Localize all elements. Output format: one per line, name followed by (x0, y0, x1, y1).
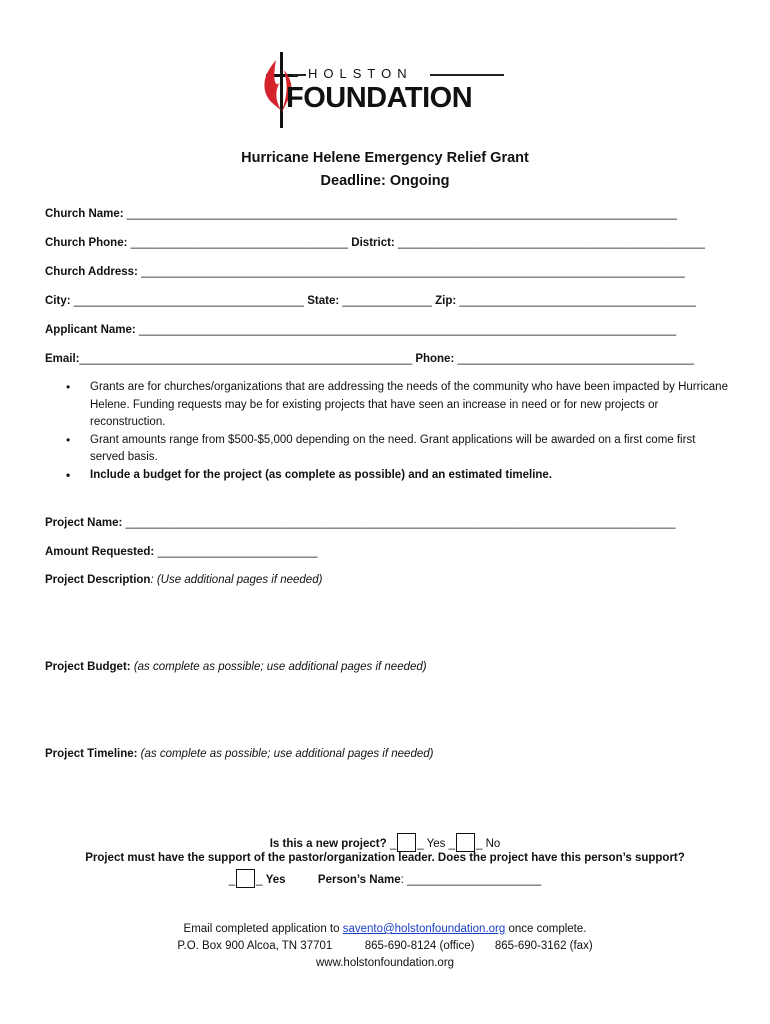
project-name-label: Project Name: (45, 517, 123, 529)
project-budget-row (45, 661, 427, 673)
church-phone-row (45, 236, 705, 250)
guidelines-list (62, 379, 728, 484)
support-question-text: Project must have the support of the pastor/organization leader. Does the project have this person’s support? (85, 852, 685, 864)
footer-email-prefix: Email completed application to (183, 923, 343, 935)
church-phone-field[interactable]: __________________________________ (130, 237, 349, 249)
city-state-zip-row (45, 294, 696, 308)
church-address-row (45, 265, 685, 279)
phone-field[interactable]: _____________________________________ (457, 353, 695, 365)
project-timeline-note: (as complete as possible; use additional pages if needed) (137, 748, 434, 760)
holston-foundation-logo (262, 52, 512, 130)
email-label: Email: (45, 353, 80, 365)
project-description-area[interactable] (45, 592, 725, 652)
footer-email-line (0, 921, 770, 938)
amount-requested-label: Amount Requested: (45, 546, 155, 558)
guideline-item: • Include a budget for the project (as complete as possible) and an estimated timeline. (62, 467, 728, 485)
email-phone-row (45, 352, 694, 366)
amount-requested-row (45, 545, 317, 559)
footer-address: P.O. Box 900 Alcoa, TN 37701 (177, 940, 333, 952)
church-address-field[interactable]: _____________________________________________________________________________________ (141, 266, 685, 278)
project-budget-note: (as complete as possible; use additional pages if needed) (130, 661, 427, 673)
project-description-label: Project Description (45, 574, 151, 586)
church-phone-label: Church Phone: (45, 237, 128, 249)
support-yes-checkbox[interactable] (236, 869, 255, 888)
church-name-label: Church Name: (45, 208, 124, 220)
amount-requested-field[interactable]: _________________________ (157, 546, 318, 558)
project-name-row (45, 516, 676, 530)
guideline-item: • Grant amounts range from $500-$5,000 depending on the need. Grant applications will be awarded on a first come first served basis. (62, 432, 728, 467)
project-description-row (45, 574, 322, 586)
footer-email-link[interactable]: savento@holstonfoundation.org (342, 923, 506, 935)
guideline-item: • Grants are for churches/organizations that are addressing the needs of the community who have been impacted by Hurricane Helene. Funding requests may be for existing projects that have seen an increase in need or for new projects or reconstruction. (62, 379, 728, 432)
applicant-name-field[interactable]: ____________________________________________________________________________________ (138, 324, 677, 336)
new-project-label: Is this a new project? (269, 838, 387, 850)
footer (0, 921, 770, 972)
applicant-name-row (45, 323, 676, 337)
project-name-field[interactable]: ______________________________________________________________________________________ (125, 517, 676, 529)
footer-contact-line (0, 938, 770, 955)
project-budget-area[interactable] (45, 679, 725, 739)
new-project-yes-checkbox[interactable] (397, 833, 416, 852)
logo-rule-left (292, 74, 306, 76)
logo-foundation-text: FOUNDATION (286, 82, 473, 114)
phone-label: Phone: (415, 353, 455, 365)
persons-name-label: Person’s Name (317, 874, 401, 886)
church-name-field[interactable]: ______________________________________________________________________________________ (126, 208, 677, 220)
logo-rule-right (430, 74, 504, 76)
footer-website: www.holstonfoundation.org (315, 957, 455, 969)
email-field[interactable]: ____________________________________________________ (79, 353, 413, 365)
city-field[interactable]: ____________________________________ (73, 295, 305, 307)
project-timeline-label: Project Timeline: (45, 748, 138, 760)
state-label: State: (307, 295, 340, 307)
support-answer-row: _ _ Yes Person’s Name: _____________________ (0, 869, 770, 888)
new-project-yes-label: Yes (426, 838, 446, 850)
persons-name-field[interactable]: _____________________ (406, 874, 542, 886)
footer-office-phone: 865-690-8124 (office) (364, 940, 475, 952)
form-title: Hurricane Helene Emergency Relief Grant (241, 150, 529, 166)
church-name-row (45, 207, 677, 221)
district-field[interactable]: ________________________________________________ (397, 237, 705, 249)
project-description-note: : (Use additional pages if needed) (150, 574, 323, 586)
zip-field[interactable]: _____________________________________ (459, 295, 697, 307)
logo-holston-text: HOLSTON (308, 66, 413, 81)
footer-email-suffix: once complete. (505, 923, 587, 935)
state-field[interactable]: ______________ (342, 295, 432, 307)
footer-fax: 865-690-3162 (fax) (494, 940, 593, 952)
church-address-label: Church Address: (45, 266, 138, 278)
zip-label: Zip: (435, 295, 457, 307)
city-label: City: (45, 295, 71, 307)
new-project-question: Is this a new project? _ _ Yes _ _ No (0, 833, 770, 852)
project-timeline-row (45, 748, 433, 760)
applicant-name-label: Applicant Name: (45, 324, 136, 336)
new-project-no-label: No (485, 838, 501, 850)
support-question (0, 852, 770, 864)
form-deadline: Deadline: Ongoing (320, 173, 450, 189)
project-budget-label: Project Budget: (45, 661, 131, 673)
new-project-no-checkbox[interactable] (456, 833, 475, 852)
project-timeline-area[interactable] (45, 766, 725, 826)
district-label: District: (351, 237, 395, 249)
support-yes-label: Yes (265, 874, 286, 886)
